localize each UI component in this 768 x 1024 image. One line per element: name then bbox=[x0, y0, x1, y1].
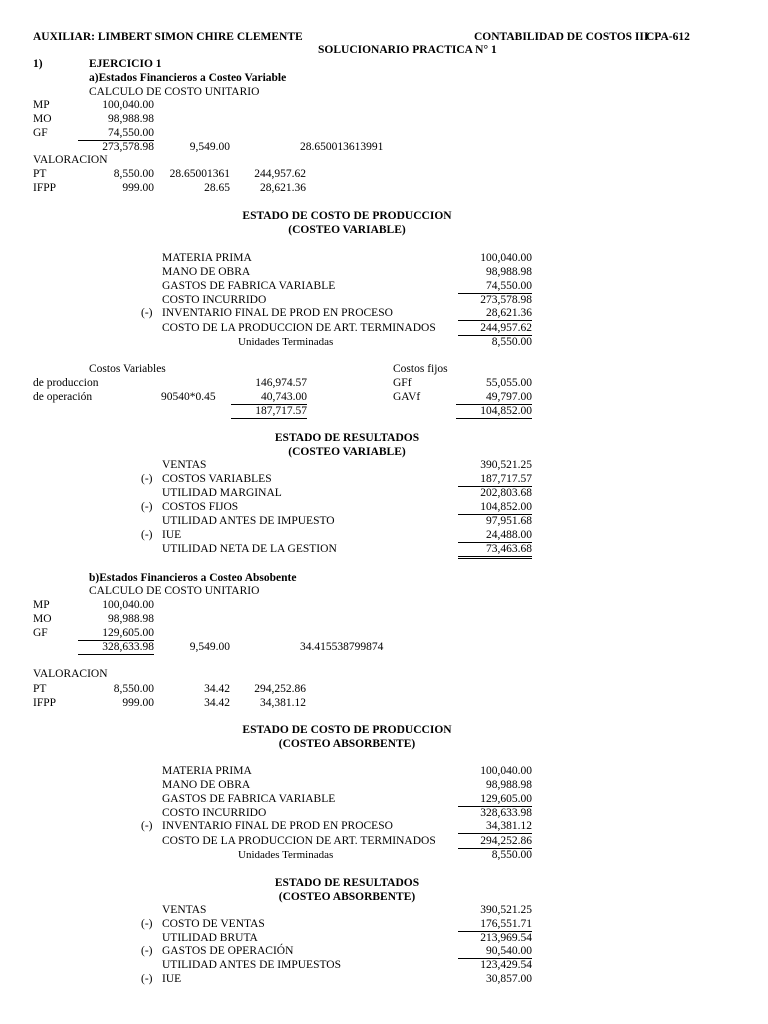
valuation-title: VALORACION bbox=[33, 668, 108, 680]
statement-row-value: 294,252.86 bbox=[458, 834, 532, 849]
statement-row-value: 74,550.00 bbox=[458, 279, 532, 294]
unit-cost-total: 273,578.98 bbox=[102, 141, 154, 153]
ifpp-units: 999.00 bbox=[122, 182, 154, 194]
course-name: CONTABILIDAD DE COSTOS III bbox=[474, 31, 649, 43]
statement-row-value: 213,969.54 bbox=[480, 932, 532, 944]
fixed-costs-title: Costos fijos bbox=[393, 363, 448, 375]
statement-row-label: IUE bbox=[162, 529, 182, 541]
statement-row-sign: (-) bbox=[141, 307, 153, 319]
statement-row-label: MATERIA PRIMA bbox=[162, 252, 252, 264]
statement-row-value: 390,521.25 bbox=[480, 904, 532, 916]
ifpp-total: 34,381.12 bbox=[260, 697, 306, 709]
statement-row-value: 176,551.71 bbox=[458, 917, 532, 932]
statement-row-sign: (-) bbox=[141, 918, 153, 930]
pt-units: 8,550.00 bbox=[113, 683, 154, 695]
section-b-title: b)Estados Financieros a Costeo Absobente bbox=[89, 572, 297, 584]
statement-row-sign: (-) bbox=[141, 473, 153, 485]
pt-units: 8,550.00 bbox=[113, 168, 154, 180]
statement-row-sign: (-) bbox=[141, 820, 153, 832]
statement-row-value: 104,852.00 bbox=[458, 500, 532, 515]
pt-cost: 28.65001361 bbox=[169, 168, 230, 180]
statement-row-value: 73,463.68 bbox=[458, 542, 532, 559]
pt-total: 244,957.62 bbox=[254, 168, 306, 180]
pt-label: PT bbox=[33, 683, 47, 695]
unit-cost-total: 328,633.98 bbox=[78, 640, 154, 655]
pt-label: PT bbox=[33, 168, 47, 180]
statement-row-label: COSTO DE VENTAS bbox=[162, 918, 265, 930]
statement-row-label: GASTOS DE OPERACIÓN bbox=[162, 945, 294, 957]
statement-row-value: 187,717.57 bbox=[458, 472, 532, 487]
results-statement-subtitle: (COSTEO VARIABLE) bbox=[288, 446, 406, 458]
statement-row-sign: (-) bbox=[141, 501, 153, 513]
operation-costs-formula: 90540*0.45 bbox=[161, 391, 216, 403]
statement-row-value: 8,550.00 bbox=[491, 849, 532, 861]
unit-cost-result: 34.415538799874 bbox=[300, 641, 384, 653]
statement-row-label: Unidades Terminadas bbox=[238, 849, 334, 861]
statement-row-value: 273,578.98 bbox=[480, 294, 532, 306]
statement-row-label: COSTOS VARIABLES bbox=[162, 473, 272, 485]
ifpp-label: IFPP bbox=[33, 182, 57, 194]
gf-value: 129,605.00 bbox=[78, 626, 154, 641]
statement-row-value: 244,957.62 bbox=[458, 321, 532, 336]
statement-row-label: INVENTARIO FINAL DE PROD EN PROCESO bbox=[162, 820, 393, 832]
production-statement-subtitle: (COSTEO VARIABLE) bbox=[288, 224, 406, 236]
statement-row-value: 90,540.00 bbox=[458, 944, 532, 959]
gff-label: GFf bbox=[393, 377, 412, 389]
statement-row-value: 129,605.00 bbox=[458, 792, 532, 807]
statement-row-label: UTILIDAD ANTES DE IMPUESTO bbox=[162, 515, 335, 527]
mp-label: MP bbox=[33, 99, 50, 111]
statement-row-label: COSTO DE LA PRODUCCION DE ART. TERMINADOS bbox=[162, 835, 436, 847]
mo-label: MO bbox=[33, 113, 52, 125]
statement-row-label: UTILIDAD ANTES DE IMPUESTOS bbox=[162, 959, 341, 971]
unit-cost-units: 9,549.00 bbox=[189, 641, 230, 653]
mp-value: 100,040.00 bbox=[102, 99, 154, 111]
gf-value: 74,550.00 bbox=[78, 126, 154, 141]
statement-row-value: 30,857.00 bbox=[486, 973, 532, 985]
gavf-label: GAVf bbox=[393, 391, 421, 403]
ifpp-cost: 34.42 bbox=[204, 697, 230, 709]
statement-row-label: Unidades Terminadas bbox=[238, 336, 334, 348]
gf-label: GF bbox=[33, 627, 48, 639]
exercise-number: 1) bbox=[33, 58, 43, 70]
mo-label: MO bbox=[33, 613, 52, 625]
pt-total: 294,252.86 bbox=[254, 683, 306, 695]
variable-costs-title: Costos Variables bbox=[89, 363, 166, 375]
statement-row-value: 100,040.00 bbox=[480, 252, 532, 264]
statement-row-value: 28,621.36 bbox=[458, 306, 532, 321]
statement-row-label: INVENTARIO FINAL DE PROD EN PROCESO bbox=[162, 307, 393, 319]
unit-cost-title: CALCULO DE COSTO UNITARIO bbox=[89, 585, 260, 597]
statement-row-value: 98,988.98 bbox=[486, 779, 532, 791]
statement-row-label: VENTAS bbox=[162, 459, 207, 471]
production-costs-label: de produccion bbox=[33, 377, 99, 389]
mo-value: 98,988.98 bbox=[108, 113, 154, 125]
statement-row-label: COSTO INCURRIDO bbox=[162, 294, 267, 306]
statement-row-sign: (-) bbox=[141, 973, 153, 985]
variable-costs-total: 187,717.57 bbox=[231, 404, 307, 419]
statement-row-label: UTILIDAD MARGINAL bbox=[162, 487, 282, 499]
ifpp-label: IFPP bbox=[33, 697, 57, 709]
statement-row-sign: (-) bbox=[141, 945, 153, 957]
statement-row-value: 34,381.12 bbox=[458, 819, 532, 834]
production-statement-title: ESTADO DE COSTO DE PRODUCCION bbox=[242, 210, 452, 222]
gff-value: 55,055.00 bbox=[486, 377, 532, 389]
statement-row-value: 98,988.98 bbox=[486, 266, 532, 278]
statement-row-value: 390,521.25 bbox=[480, 459, 532, 471]
mo-value: 98,988.98 bbox=[108, 613, 154, 625]
unit-cost-title: CALCULO DE COSTO UNITARIO bbox=[89, 86, 260, 98]
statement-row-value: 328,633.98 bbox=[480, 807, 532, 819]
operation-costs-value: 40,743.00 bbox=[231, 390, 307, 405]
statement-row-label: COSTOS FIJOS bbox=[162, 501, 239, 513]
statement-row-label: COSTO DE LA PRODUCCION DE ART. TERMINADOS bbox=[162, 322, 436, 334]
production-statement-subtitle: (COSTEO ABSORBENTE) bbox=[278, 738, 416, 750]
results-statement-title: ESTADO DE RESULTADOS bbox=[274, 432, 420, 444]
ifpp-units: 999.00 bbox=[122, 697, 154, 709]
statement-row-value: 100,040.00 bbox=[480, 765, 532, 777]
mp-label: MP bbox=[33, 599, 50, 611]
statement-row-label: GASTOS DE FABRICA VARIABLE bbox=[162, 280, 336, 292]
production-statement-title: ESTADO DE COSTO DE PRODUCCION bbox=[242, 724, 452, 736]
results-statement-subtitle: (COSTEO ABSORBENTE) bbox=[278, 891, 416, 903]
course-code: CPA-612 bbox=[646, 31, 690, 43]
ifpp-total: 28,621.36 bbox=[260, 182, 306, 194]
operation-costs-label: de operación bbox=[33, 391, 93, 403]
statement-row-label: MANO DE OBRA bbox=[162, 779, 251, 791]
fixed-costs-total: 104,852.00 bbox=[456, 404, 532, 419]
statement-row-value: 97,951.68 bbox=[486, 515, 532, 527]
gf-label: GF bbox=[33, 127, 48, 139]
statement-row-label: GASTOS DE FABRICA VARIABLE bbox=[162, 793, 336, 805]
statement-row-label: COSTO INCURRIDO bbox=[162, 807, 267, 819]
statement-row-label: MATERIA PRIMA bbox=[162, 765, 252, 777]
unit-cost-result: 28.650013613991 bbox=[300, 141, 384, 153]
document-subtitle: SOLUCIONARIO PRACTICA N° 1 bbox=[318, 44, 497, 56]
statement-row-sign: (-) bbox=[141, 529, 153, 541]
statement-row-label: UTILIDAD NETA DE LA GESTION bbox=[162, 543, 337, 555]
production-costs-value: 146,974.57 bbox=[255, 377, 307, 389]
author-line: AUXILIAR: LIMBERT SIMON CHIRE CLEMENTE bbox=[33, 31, 303, 43]
unit-cost-units: 9,549.00 bbox=[189, 141, 230, 153]
statement-row-value: 8,550.00 bbox=[491, 336, 532, 348]
statement-row-value: 202,803.68 bbox=[480, 487, 532, 499]
statement-row-label: IUE bbox=[162, 973, 182, 985]
ifpp-cost: 28.65 bbox=[204, 182, 230, 194]
statement-row-label: MANO DE OBRA bbox=[162, 266, 251, 278]
statement-row-value: 123,429.54 bbox=[480, 959, 532, 971]
statement-row-label: UTILIDAD BRUTA bbox=[162, 932, 258, 944]
statement-row-value: 24,488.00 bbox=[458, 528, 532, 543]
valuation-title: VALORACION bbox=[33, 154, 108, 166]
gavf-value: 49,797.00 bbox=[456, 390, 532, 405]
statement-row-label: VENTAS bbox=[162, 904, 207, 916]
exercise-title: EJERCICIO 1 bbox=[89, 58, 162, 70]
mp-value: 100,040.00 bbox=[102, 599, 154, 611]
results-statement-title: ESTADO DE RESULTADOS bbox=[274, 877, 420, 889]
section-a-title: a)Estados Financieros a Costeo Variable bbox=[89, 72, 287, 84]
pt-cost: 34.42 bbox=[204, 683, 230, 695]
